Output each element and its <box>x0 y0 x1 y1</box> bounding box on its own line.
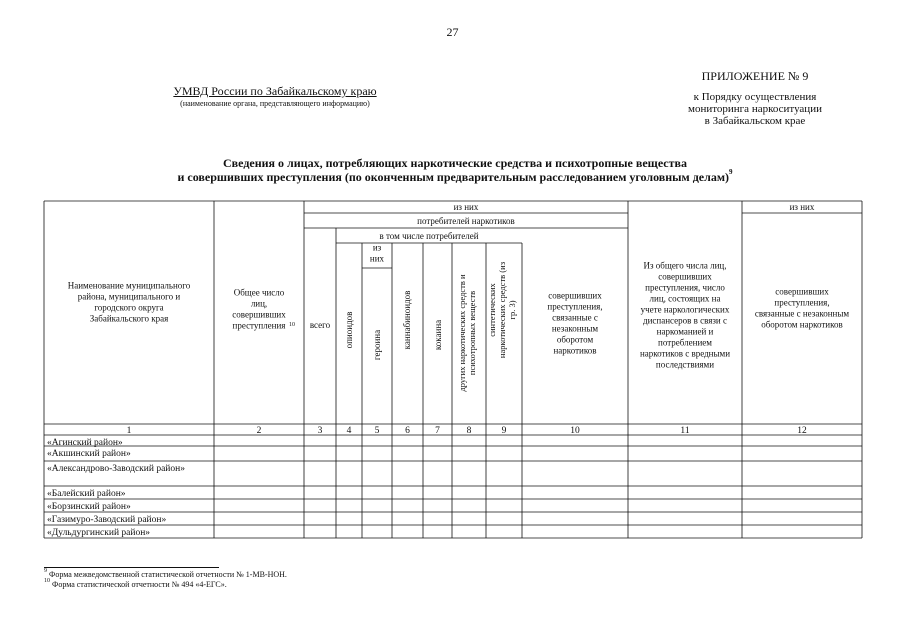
column-number-4: 4 <box>346 426 352 436</box>
column-number-1: 1 <box>126 426 132 436</box>
header-col-10: совершивших преступления, связанные с незаконным оборотом наркотиков <box>547 290 603 356</box>
header-col-1-name: Наименование муниципального района, муниципального и городского округа Забайкальского края <box>67 280 191 324</box>
column-number-9: 9 <box>501 426 507 436</box>
column-number-3: 3 <box>317 426 323 436</box>
header-other-drugs-0: других наркотических средств и <box>457 274 467 392</box>
header-other-drugs-1: психотропных веществ <box>467 290 477 376</box>
document-title-line-2: и совершивших преступления (по оконченным предварительным расследованием уголовным делам)$^9$ <box>177 168 733 184</box>
footnotes <box>44 567 544 590</box>
header-v-tom-chisle: в том числе потребителей <box>379 231 479 241</box>
organization-note: (наименование органа, представляющего информацию) <box>180 99 370 108</box>
table-row-4-name: «Балейский район» <box>47 489 126 499</box>
table-text <box>47 202 849 538</box>
header-iz-nih-small: из них <box>369 242 385 264</box>
column-number-7: 7 <box>435 426 440 436</box>
header-opioidov: опиоидов <box>344 311 354 349</box>
header-col-12: совершивших преступления, связанные с незаконным оборотом наркотиков <box>754 286 850 330</box>
table-row-3-name: «Александрово-Заводский район» <box>47 464 185 474</box>
column-number-8: 8 <box>466 426 472 436</box>
header-synthetic-0: синтетических <box>487 283 497 337</box>
column-number-2: 2 <box>256 426 262 436</box>
column-number-6: 6 <box>405 426 410 436</box>
header-geroina: героина <box>372 329 382 361</box>
header-col-2-total: Общее число лиц, совершивших преступления <box>232 287 286 331</box>
footnote-ref-9: 9 <box>729 168 733 176</box>
footnote-10: $^{10}$ Форма статистической отчетности № 494 «4-ЕГС». <box>44 578 227 589</box>
document-title-line-1: Сведения о лицах, потребляющих наркотические средства и психотропные вещества <box>223 156 687 170</box>
appendix-line-3: в Забайкальском крае <box>704 115 806 127</box>
organization-name: УМВД России по Забайкальскому краю <box>173 84 377 98</box>
appendix-line-1: к Порядку осуществления <box>693 91 817 103</box>
footnote-rule <box>44 567 219 568</box>
header-potrebiteley: потребителей наркотиков <box>417 216 515 226</box>
table-row-5-name: «Борзинский район» <box>47 502 131 512</box>
header-kokaina: кокаина <box>433 319 443 351</box>
table-row-1-name: «Агинский район» <box>47 438 123 448</box>
column-number-12: 12 <box>797 426 807 436</box>
header-col-11: Из общего числа лиц, совершивших преступления, число лиц, состоящих на учете наркологических диспансеров в связи с наркоманией и потреблением наркотиков с вредными последствиями <box>639 260 731 370</box>
table-row-6-name: «Газимуро-Заводский район» <box>47 515 167 525</box>
table-row-7-name: «Дульдургинский район» <box>47 528 151 538</box>
appendix-line-2: мониторинга наркоситуации <box>688 103 822 115</box>
column-number-10: 10 <box>570 426 580 436</box>
footnote-9: $^9$ Форма межведомственной статистической отчетности № 1-МВ-НОН. <box>44 568 287 579</box>
table-row-2-name: «Акшинский район» <box>47 449 131 459</box>
header-synthetic-1: наркотических средств (из <box>497 261 507 359</box>
header-iz-nih: из них <box>453 202 479 212</box>
appendix-title: ПРИЛОЖЕНИЕ № 9 <box>701 69 809 83</box>
page-number: 27 <box>446 25 459 39</box>
header-synthetic-2: гр. 3) <box>507 300 517 320</box>
header-iz-nih-right: из них <box>789 202 815 212</box>
header-col-2-footnote-ref: 10 <box>289 322 295 328</box>
header-vsego: всего <box>309 320 331 330</box>
table-grid <box>44 201 862 538</box>
header-kannabinoidov: каннабиноидов <box>402 290 412 350</box>
column-number-5: 5 <box>374 426 380 436</box>
column-number-11: 11 <box>680 426 690 436</box>
